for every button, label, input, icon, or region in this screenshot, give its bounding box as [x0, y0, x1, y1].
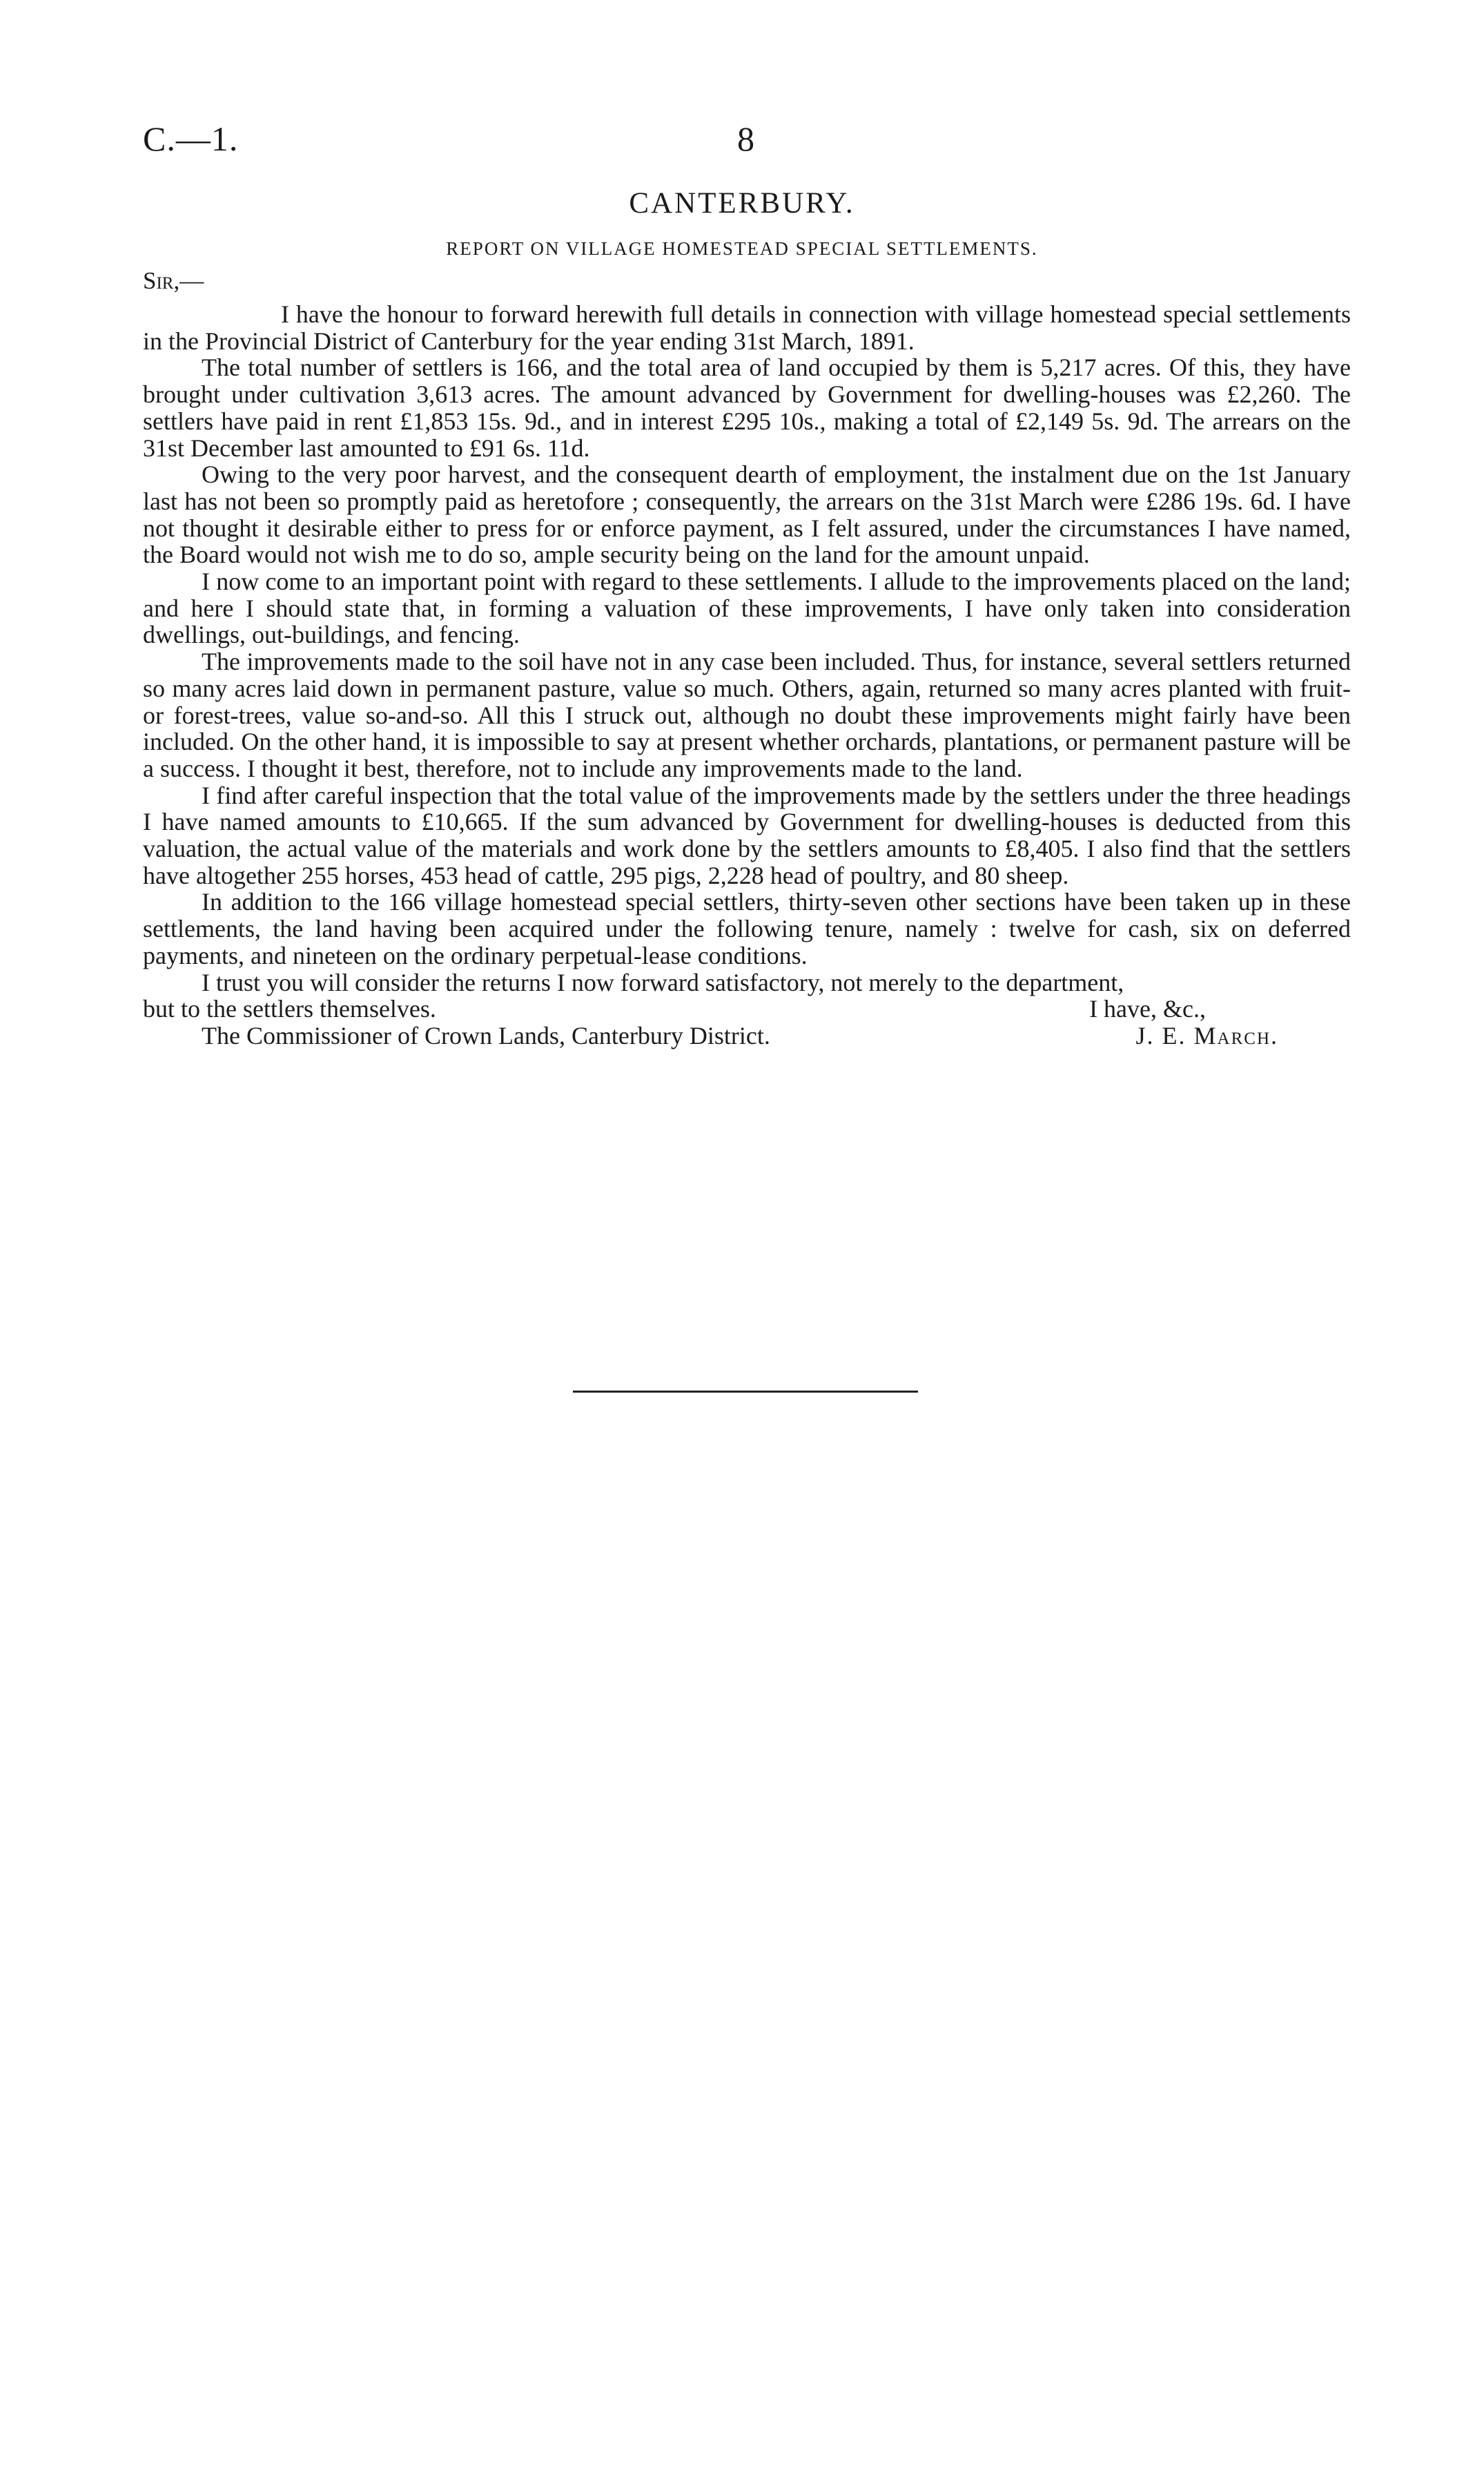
paragraph: I trust you will consider the returns I now forward satisfactory, not merely to the department,	[202, 968, 1124, 996]
paragraph: I have the honour to forward herewith full details in connection with village homestead special settlements in the Provincial District of Canterbury for the year ending 31st March, 1891.	[143, 300, 1351, 355]
closing-text: but to the settlers themselves.	[143, 995, 436, 1023]
paragraph: I find after careful inspection that the total value of the improvements made by the settlers under the three headings I have named amounts to £10,665. If the sum advanced by Government for dwelling-houses is deducted from this valuation, the actual value of the materials and work done by the settlers amounts to £8,405. I also find that the settlers have altogether 255 horses, 453 head of cattle, 295 pigs, 2,228 head of poultry, and 80 sheep.	[143, 781, 1351, 889]
section-divider	[573, 1391, 918, 1393]
closing-line	[143, 996, 1351, 1023]
paragraph: The improvements made to the soil have not in any case been included. Thus, for instance, several settlers returned so many acres laid down in permanent pasture, value so much. Others, again, returned so many acres planted with fruit- or forest-trees, value so-and-so. All this I struck out, although no doubt these improvements might fairly have been included. On the other hand, it is impossible to say at present whether orchards, plantations, or permanent pasture will be a success. I thought it best, therefore, not to include any improvements made to the land.	[143, 648, 1351, 782]
page-title: CANTERBURY.	[629, 187, 855, 220]
paragraph: Owing to the very poor harvest, and the consequent dearth of employment, the instalment due on the 1st January last has not been so promptly paid as heretofore ; consequently, the arrears on the 31st March were £286 19s. 6d. I have not thought it desirable either to press for or enforce payment, as I felt assured, under the circumstances I have named, the Board would not wish me to do so, ample security being on the land for the amount unpaid.	[143, 461, 1351, 569]
signature-line	[143, 1023, 1351, 1049]
addressee: The Commissioner of Crown Lands, Canterbury District.	[202, 1021, 770, 1049]
valediction: I have, &c.,	[1089, 995, 1206, 1023]
page-number: 8	[737, 119, 754, 158]
document-id: C.—1.	[143, 119, 239, 158]
paragraph: In addition to the 166 village homestead special settlers, thirty-seven other sections have been taken up in these settlements, the land having been acquired under the following tenure, namely : twelve for cash, six on deferred payments, and nineteen on the ordinary perpetual-lease conditions.	[143, 888, 1351, 969]
paragraph: The total number of settlers is 166, and the total area of land occupied by them is 5,217 acres. Of this, they have brought under cultivation 3,613 acres. The amount advanced by Government for dwelling-houses was £2,260. The settlers have paid in rent £1,853 15s. 9d., and in interest £295 10s., making a total of £2,149 5s. 9d. The arrears on the 31st December last amounted to £91 6s. 11d.	[143, 354, 1351, 462]
letter-body	[143, 301, 1351, 1049]
salutation: Sir,—	[143, 267, 204, 294]
paragraph: I now come to an important point with regard to these settlements. I allude to the improvements placed on the land; and here I should state that, in forming a valuation of these improvements, I have only taken into consideration dwellings, out-buildings, and fencing.	[143, 568, 1351, 649]
report-subtitle: REPORT ON VILLAGE HOMESTEAD SPECIAL SETTLEMENTS.	[446, 238, 1038, 259]
signatory-name: J. E. March.	[1135, 1021, 1278, 1049]
